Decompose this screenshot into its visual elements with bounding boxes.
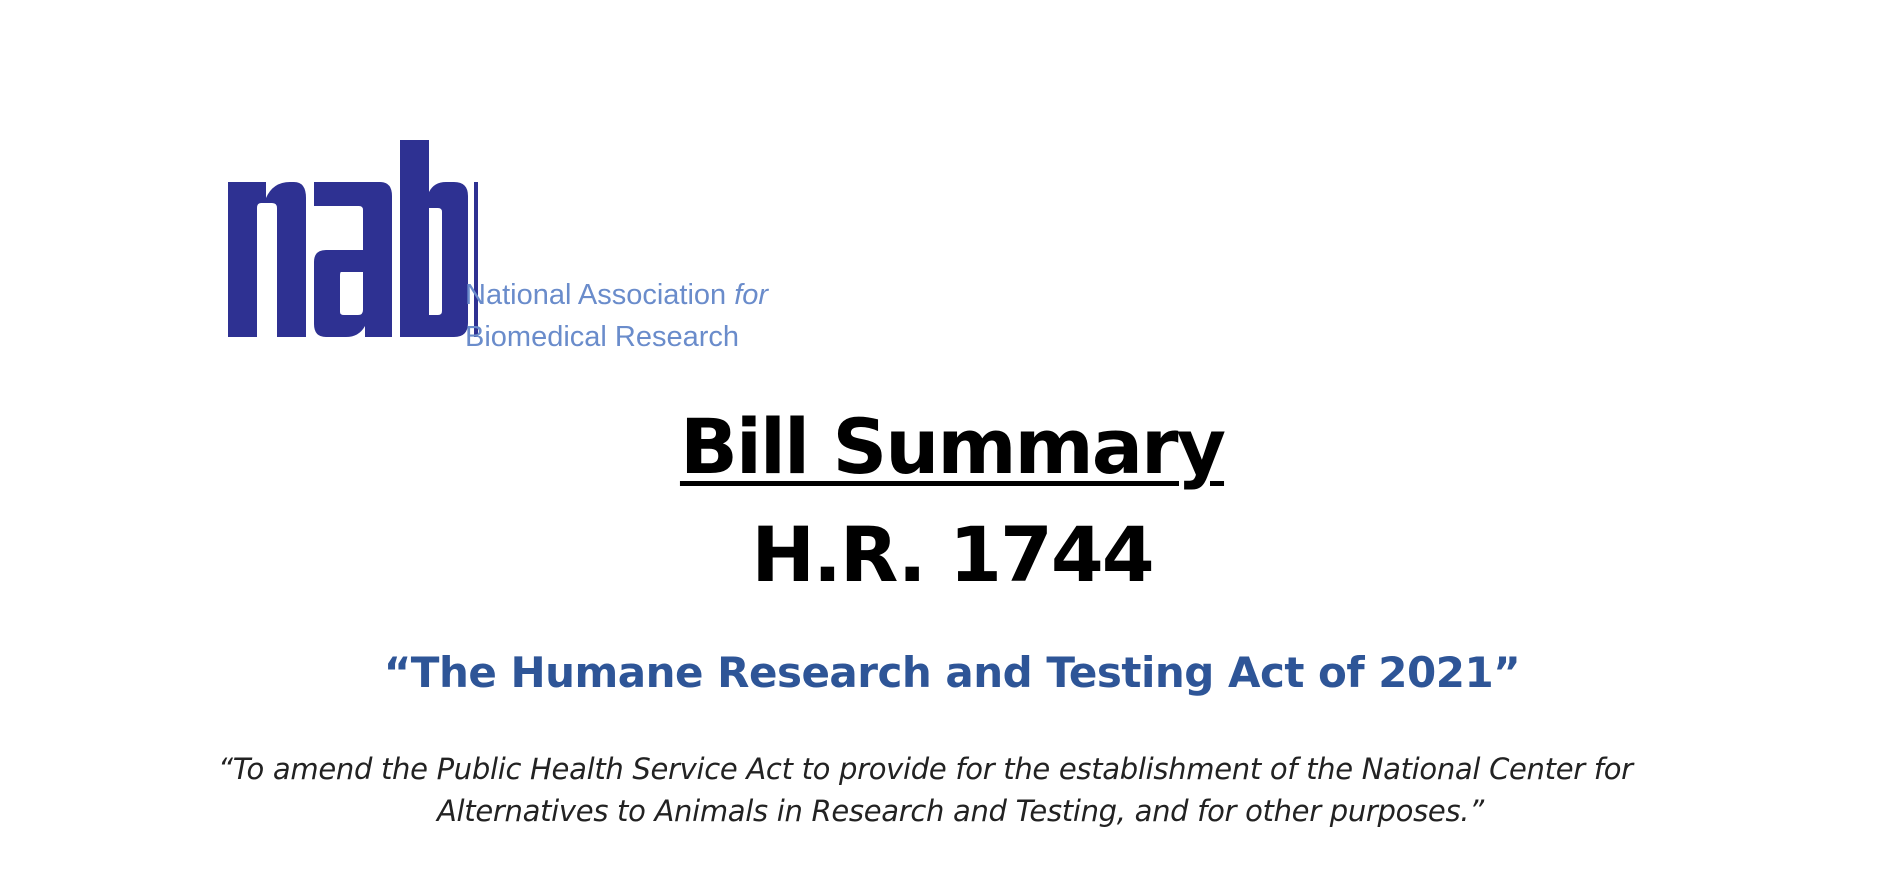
document-heading [0,402,1904,492]
bill-purpose [218,748,1633,832]
bill-summary-heading: Bill Summary [679,402,1225,491]
nabr-wordmark-logo [228,140,478,337]
nabr-logo [228,140,828,360]
bill-number: H.R. 1744 [751,510,1153,599]
organization-name-prefix: National Association [465,279,735,311]
bill-purpose-line-1: “To amend the Public Health Service Act to provide for the establishment of the National Center for [218,752,1633,786]
organization-name-line-1 [465,274,768,316]
bill-purpose-line-2: Alternatives to Animals in Research and Testing, and for other purposes.” [437,794,1484,828]
act-title: “The Humane Research and Testing Act of 2021” [383,648,1521,697]
organization-name-line-2: Biomedical Research [465,321,740,353]
organization-name-for: for [734,279,769,311]
organization-name [465,274,768,358]
